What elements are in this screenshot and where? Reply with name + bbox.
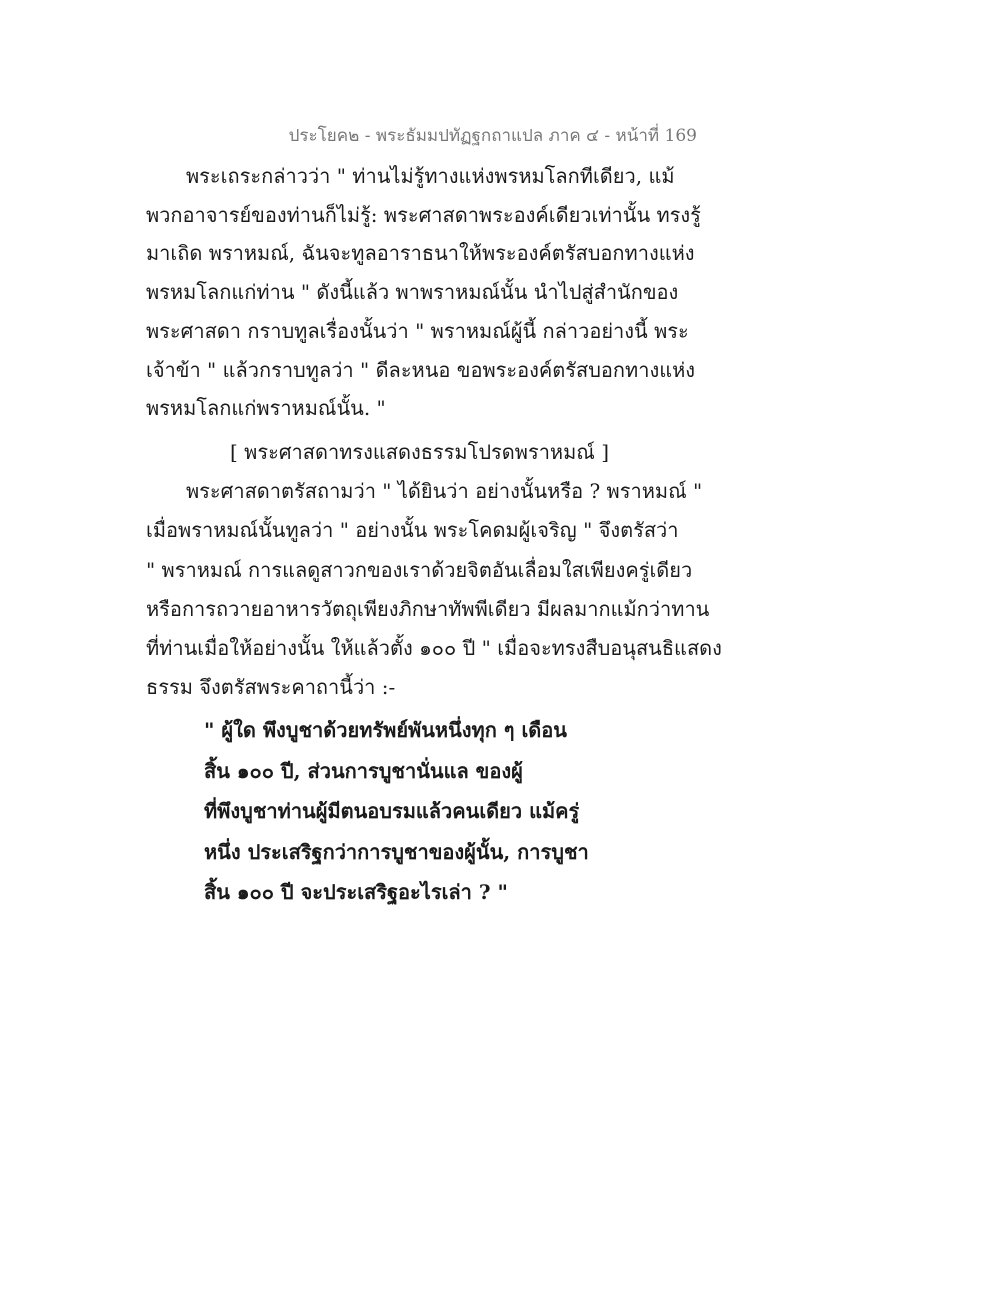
verse-line: " ผู้ใด พึงบูชาด้วยทรัพย์พันหนึ่งทุก ๆ เดือน [204, 718, 567, 742]
verse-line: สิ้น ๑๐๐ ปี จะประเสริฐอะไรเล่า ? " [204, 880, 508, 904]
verse-line: หนึ่ง ประเสริฐกว่าการบูชาของผู้นั้น, การบูชา [204, 840, 589, 864]
paragraph-line: " พราหมณ์ การแลดูสาวกของเราด้วยจิตอันเลื่อมใสเพียงครู่เดียว [146, 558, 693, 582]
verse-line: ที่พึงบูชาท่านผู้มีตนอบรมแล้วคนเดียว แม้ครู่ [204, 799, 580, 823]
paragraph-line: พระเถระกล่าวว่า " ท่านไม่รู้ทางแห่งพรหมโลกทีเดียว, แม้ [186, 164, 675, 188]
section-heading: [ พระศาสดาทรงแสดงธรรมโปรดพราหมณ์ ] [230, 440, 610, 464]
paragraph-line: มาเถิด พราหมณ์, ฉันจะทูลอาราธนาให้พระองค์ตรัสบอกทางแห่ง [146, 241, 695, 265]
paragraph-line: เจ้าข้า " แล้วกราบทูลว่า " ดีละหนอ ขอพระองค์ตรัสบอกทางแห่ง [146, 358, 696, 382]
paragraph-line: พระศาสดา กราบทูลเรื่องนั้นว่า " พราหมณ์ผู้นี้ กล่าวอย่างนี้ พระ [146, 319, 689, 343]
paragraph-line: พวกอาจารย์ของท่านก็ไม่รู้: พระศาสดาพระองค์เดียวเท่านั้น ทรงรู้ [146, 203, 701, 227]
paragraph-line: พรหมโลกแก่ท่าน " ดังนี้แล้ว พาพราหมณ์นั้น นำไปสู่สำนักของ [146, 280, 679, 304]
verse-line: สิ้น ๑๐๐ ปี, ส่วนการบูชานั่นแล ของผู้ [204, 759, 523, 783]
paragraph-line: หรือการถวายอาหารวัตถุเพียงภิกษาทัพพีเดียว มีผลมากแม้กว่าทาน [146, 597, 710, 621]
paragraph-line: ที่ท่านเมื่อให้อย่างนั้น ให้แล้วตั้ง ๑๐๐ ปี " เมื่อจะทรงสืบอนุสนธิแสดง [146, 636, 722, 660]
running-header: ประโยค๒ - พระธัมมปทัฏฐกถาแปล ภาค ๔ - หน้าที่ 169 [288, 126, 697, 146]
paragraph-line: ธรรม จึงตรัสพระคาถานี้ว่า :- [146, 675, 396, 699]
paragraph-line: พระศาสดาตรัสถามว่า " ได้ยินว่า อย่างนั้นหรือ ? พราหมณ์ " [186, 479, 703, 503]
paragraph-line: พรหมโลกแก่พราหมณ์นั้น. " [146, 396, 386, 420]
paragraph-line: เมื่อพราหมณ์นั้นทูลว่า " อย่างนั้น พระโคดมผู้เจริญ " จึงตรัสว่า [146, 518, 679, 542]
